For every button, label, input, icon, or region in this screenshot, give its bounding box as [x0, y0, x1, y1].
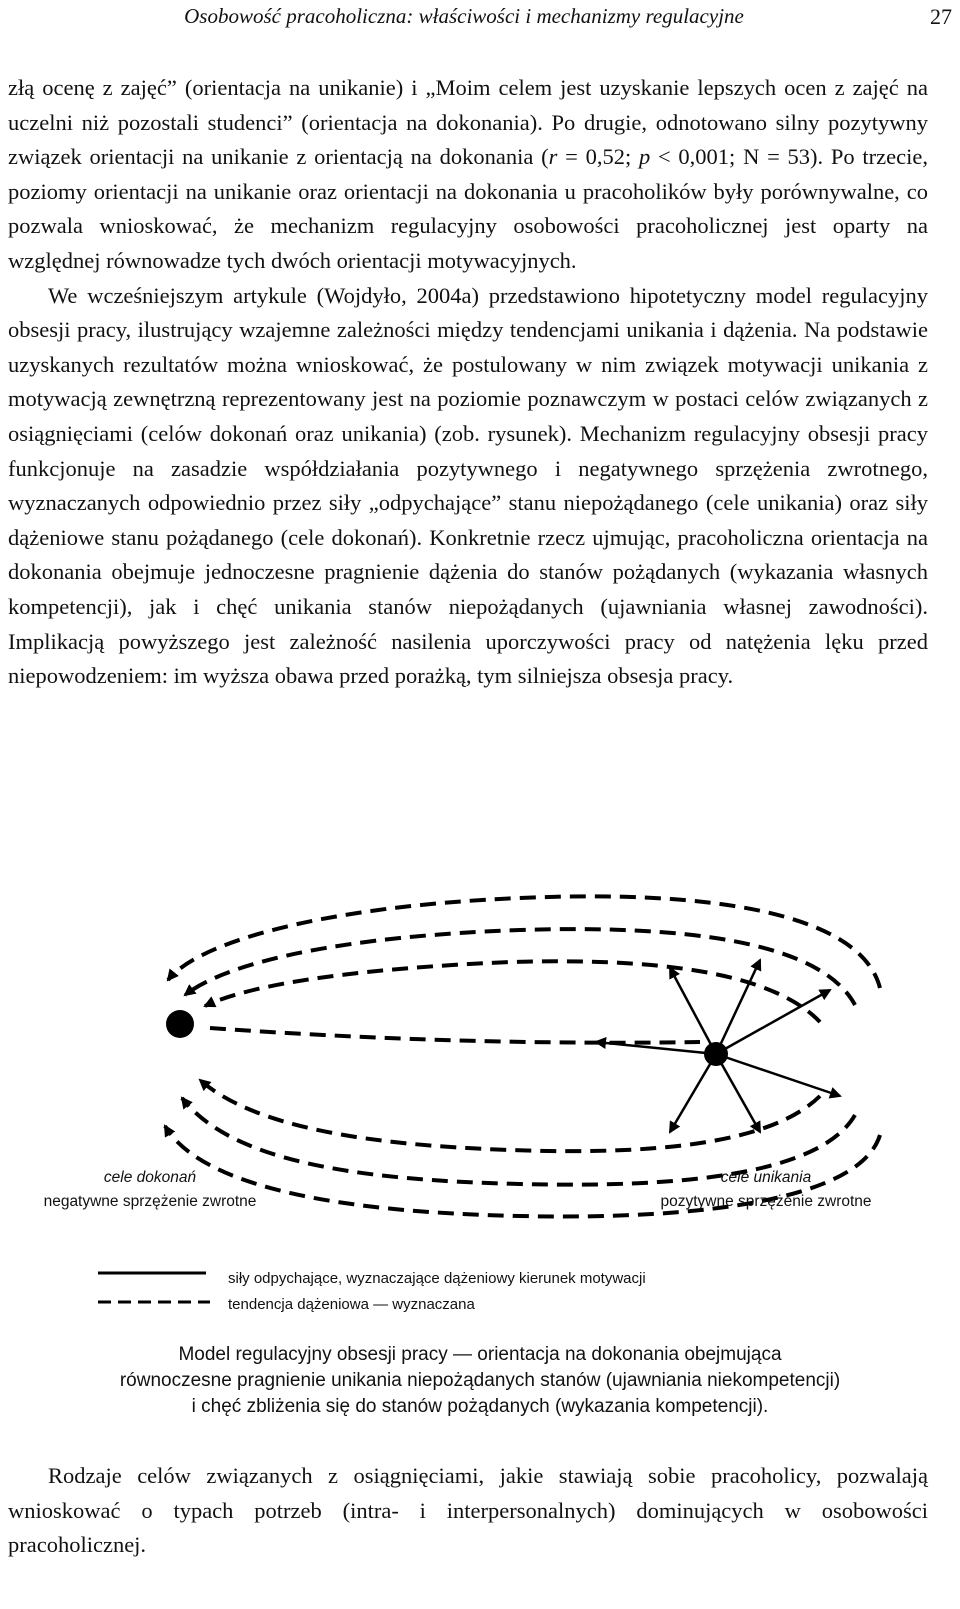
dashed-loop-upper-1 [168, 896, 880, 988]
avoidance-goals-label: cele unikania [720, 1169, 812, 1186]
running-title: Osobowość pracoholiczna: właściwości i mechanizmy regulacyjne [184, 4, 744, 28]
solid-arrow-down-left [670, 1054, 716, 1132]
paragraph-1: złą ocenę z zajęć” (orientacja na unikanie) i „Moim celem jest uzyskanie lepszych ocen z zajęć na uczelni niż pozostali studenci” (orientacja na dokonania). Po drugie, odnotowano silny pozytywny związek orientacji na unikanie z orientacją na dokonania (r = 0,52; p < 0,001; N = 53). Po trzecie, poziomy orientacji na unikanie oraz orientacji na dokonania u pracoholików były porównywalne, co pozwala wnioskować, że mechanizm regulacyjny osobowości pracoholicznej jest oparty na względnej równowadze tych dwóch orientacji motywacyjnych. [8, 75, 928, 273]
negative-feedback-label: negatywne sprzężenie zwrotne [43, 1193, 257, 1210]
legend-solid-text: siły odpychające, wyznaczające dążeniowy kierunek motywacji [228, 1270, 646, 1287]
solid-arrow-right-up [716, 990, 830, 1054]
caption-line-3: i chęć zbliżenia się do stanów pożądanych (wykazania kompetencji). [191, 1396, 769, 1417]
dashed-loop-lower-1 [200, 1080, 820, 1151]
solid-arrow-right-down [716, 1054, 840, 1096]
body-text-top [8, 71, 928, 694]
figure-caption [0, 1342, 960, 1420]
achievement-goals-label: cele dokonań [103, 1169, 197, 1186]
page-number: 27 [930, 4, 952, 29]
paragraph-2: We wcześniejszym artykule (Wojdyło, 2004a) przedstawiono hipotetyczny model regulacyjny obsesji pracy, ilustrujący wzajemne zależności między tendencjami unikania i dążenia. Na podstawie uzyskanych rezultatów można wnioskować, że postulowany w nim związek motywacji unikania z motywacją zewnętrzną reprezentowany jest na poziomie poznawczym w postaci celów związanych z osiągnięciami (celów dokonań oraz unikania) (zob. rysunek). Mechanizm regulacyjny obsesji pracy funkcjonuje na zasadzie współdziałania pozytywnego i negatywnego sprzężenia zwrotnego, wyznaczanych odpowiednio przez siły „odpychające” stanu niepożądanego (cele unikania) oraz siły dążeniowe stanu pożądanego (cele dokonań). Konkretnie rzecz ujmując, pracoholiczna orientacja na dokonania obejmuje jednoczesne pragnienie dążenia do stanów pożądanych (wykazania własnych kompetencji), jak i chęć unikania stanów niepożądanych (ujawniania własnej zawodności). Implikacją powyższego jest zależność nasilenia uporczywości pracy od natężenia lęku przed niepowodzeniem: im wyższa obawa przed porażką, tym silniejsza obsesja pracy. [8, 282, 928, 689]
caption-line-2: równoczesne pragnienie unikania niepożądanych stanów (ujawniania niekompetencji) [119, 1370, 841, 1391]
running-header [0, 4, 960, 34]
dashed-loop-upper-3 [205, 961, 820, 1022]
left-node-label [30, 1166, 270, 1214]
regulation-model-figure [0, 870, 960, 1330]
legend-dashed-text: tendencja dążeniowa — wyznaczana [228, 1296, 475, 1313]
achievement-goals-node [166, 1010, 194, 1038]
body-text-bottom [8, 1459, 928, 1563]
paragraph-3: Rodzaje celów związanych z osiągnięciami, jakie stawiają sobie pracoholicy, pozwalają wnioskować o typach potrzeb (intra- i interpersonalnych) dominujących w osobowości pracoholicznej. [8, 1463, 928, 1558]
model-diagram [0, 870, 960, 1330]
positive-feedback-label: pozytywne sprzężenie zwrotne [660, 1193, 872, 1210]
dashed-loop-upper-2 [185, 929, 855, 1005]
caption-line-1: Model regulacyjny obsesji pracy — orientacja na dokonania obejmująca [178, 1344, 782, 1365]
right-node-label [640, 1166, 892, 1214]
dashed-line-middle [210, 1028, 700, 1043]
